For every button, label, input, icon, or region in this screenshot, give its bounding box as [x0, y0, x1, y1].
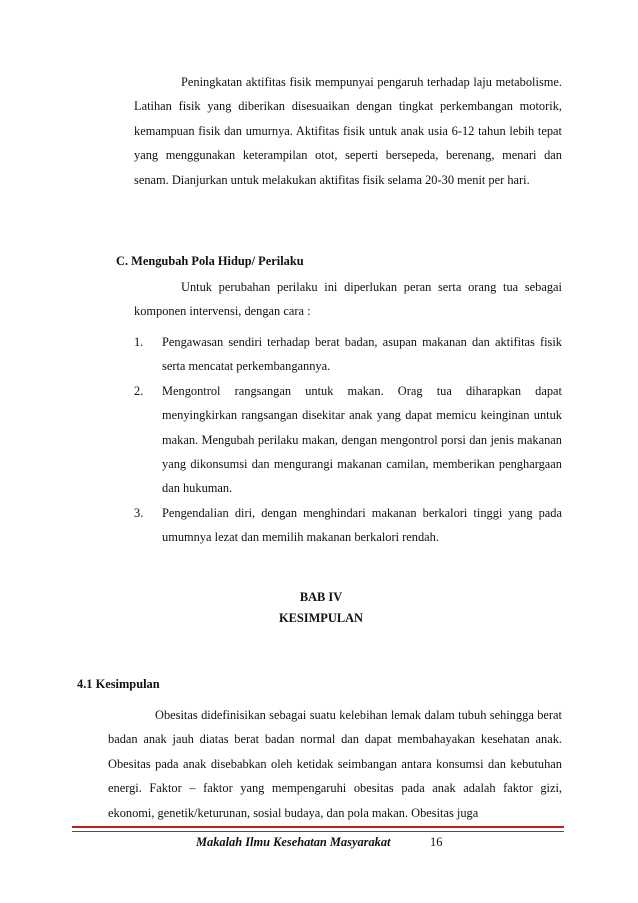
- footer-rule-thin: [72, 831, 564, 832]
- section-c-heading: C. Mengubah Pola Hidup/ Perilaku: [116, 254, 304, 268]
- section-b-continuation: [134, 70, 562, 192]
- method-list: [134, 330, 562, 550]
- body-paragraph: Peningkatan aktifitas fisik mempunyai pengaruh terhadap laju metabolisme. Latihan fisik yang diberikan disesuaikan dengan tingkat perkembangan motorik, kemampuan fisik dan umurnya. Aktifitas fisik untuk anak usia 6-12 tahun lebih tepat yang menggunakan keterampilan otot, seperti bersepeda, berenang, menari dan senam. Dianjurkan untuk melakukan aktifitas fisik selama 20-30 menit per hari.: [134, 75, 562, 187]
- list-item: [134, 330, 562, 379]
- conclusion-paragraph: Obesitas didefinisikan sebagai suatu kelebihan lemak dalam tubuh sehingga berat badan anak jauh diatas berat badan normal dan dapat membahayakan kesehatan anak. Obesitas pada anak disebabkan oleh ketidak seimbangan antara konsumsi dan kebutuhan energi. Faktor – faktor yang mempengaruhi obesitas pada anak adalah faktor gizi, ekonomi, genetik/keturunan, sosial budaya, dan pola makan. Obesitas juga: [108, 708, 562, 820]
- list-number: 3.: [134, 505, 144, 520]
- intro-paragraph: Untuk perubahan perilaku ini diperlukan peran serta orang tua sebagai komponen intervensi, dengan cara :: [134, 280, 562, 319]
- footer-rule-thick: [72, 826, 564, 828]
- section-41-body: [108, 703, 562, 825]
- list-text: Pengawasan sendiri terhadap berat badan, asupan makanan dan aktifitas fisik serta mencatat perkembangannya.: [162, 335, 562, 374]
- footer-title: Makalah Ilmu Kesehatan Masyarakat: [196, 835, 391, 849]
- chapter-title: KESIMPULAN: [279, 611, 363, 625]
- section-c-intro: [134, 275, 562, 324]
- list-item: [134, 501, 562, 550]
- list-item: [134, 379, 562, 501]
- list-number: 2.: [134, 383, 144, 398]
- list-number: 1.: [134, 335, 144, 349]
- list-text: Mengontrol rangsangan untuk makan. Orag tua diharapkan dapat menyingkirkan rangsangan disekitar anak yang dapat memicu keinginan untuk makan. Mengubah perilaku makan, dengan mengontrol porsi dan jenis makanan yang dikonsumsi dan mengurangi makanan camilan, memberikan penghargaan dan hukuman.: [162, 383, 562, 496]
- chapter-label: BAB IV: [299, 590, 343, 604]
- list-text: Pengendalian diri, dengan menghindari makanan berkalori tinggi yang pada umumnya lezat dan memilih makanan berkalori rendah.: [162, 505, 562, 545]
- section-41-heading: 4.1 Kesimpulan: [77, 677, 160, 691]
- page-number: 16: [430, 835, 443, 849]
